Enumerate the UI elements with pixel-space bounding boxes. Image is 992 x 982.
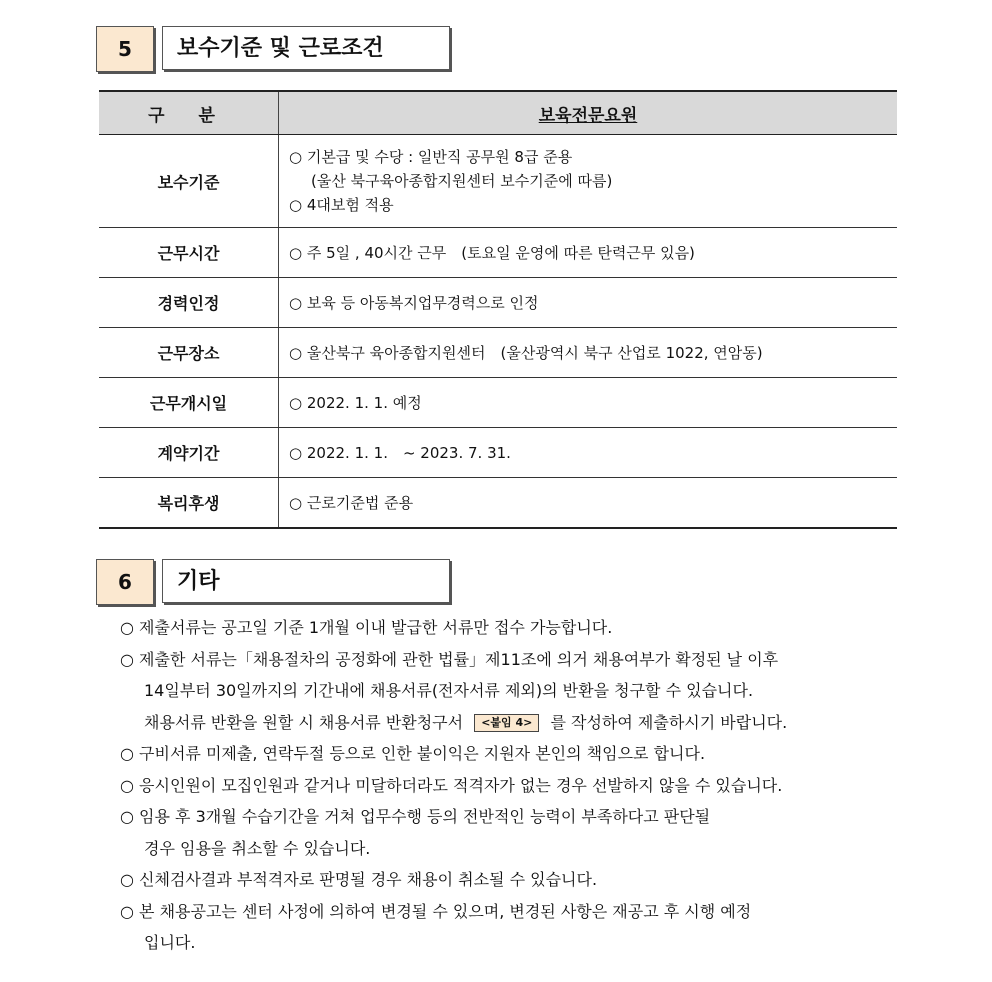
list-item (120, 644, 910, 707)
note-continuation: 14일부터 30일까지의 기간내에 채용서류(전자서류 제외)의 반환을 청구할 수 있습니다. (144, 681, 754, 700)
table-header-row (99, 91, 897, 135)
list-item (120, 801, 910, 864)
notes-list (120, 612, 910, 959)
row-value-line: (울산 북구육아종합지원센터 보수기준에 따름) (311, 172, 613, 190)
table-row (99, 228, 897, 278)
list-item (120, 707, 910, 739)
note-text: ○ 본 채용공고는 센터 사정에 의하여 변경될 수 있으며, 변경된 사항은 재공고 후 시행 예정 (120, 901, 752, 921)
section-title: 기타 (162, 559, 450, 603)
row-label: 경력인정 (99, 278, 279, 328)
row-value: ○ 2022. 1. 1. ~ 2023. 7. 31. (279, 428, 898, 478)
table-row (99, 278, 897, 328)
row-label: 근무장소 (99, 328, 279, 378)
row-value-line: ○ 기본급 및 수당 : 일반직 공무원 8급 준용 (289, 148, 573, 166)
row-label: 복리후생 (99, 478, 279, 529)
attachment-badge: <붙임 4> (474, 714, 539, 732)
row-value: ○ 근로기준법 준용 (279, 478, 898, 529)
note-text: 를 작성하여 제출하시기 바랍니다. (550, 712, 788, 732)
table-row (99, 378, 897, 428)
header-position-label: 보육전문요원 (538, 105, 638, 126)
note-continuation: 경우 임용을 취소할 수 있습니다. (144, 838, 371, 858)
row-value: ○ 보육 등 아동복지업무경력으로 인정 (279, 278, 898, 328)
section-title: 보수기준 및 근로조건 (162, 26, 450, 70)
section-6-header (96, 559, 452, 605)
header-category: 구 분 (99, 91, 279, 135)
row-label: 보수기준 (99, 135, 279, 228)
section-5-header (96, 26, 452, 72)
note-text: 채용서류 반환을 원할 시 채용서류 반환청구서 (144, 712, 464, 732)
table-row (99, 135, 897, 228)
row-value: ○ 2022. 1. 1. 예정 (279, 378, 898, 428)
list-item: ○ 제출서류는 공고일 기준 1개월 이내 발급한 서류만 접수 가능합니다. (120, 618, 613, 637)
note-continuation: 입니다. (144, 933, 196, 952)
row-value: ○ 주 5일 , 40시간 근무 (토요일 운영에 따른 탄력근무 있음) (279, 228, 898, 278)
row-value-line: ○ 4대보험 적용 (289, 196, 394, 214)
note-text: ○ 제출한 서류는「채용절차의 공정화에 관한 법률」제11조에 의거 채용여부가 확정된 날 이후 (120, 649, 779, 669)
table-row (99, 328, 897, 378)
note-text: ○ 임용 후 3개월 수습기간을 거쳐 업무수행 등의 전반적인 능력이 부족하다고 판단될 (120, 807, 711, 826)
section-number: 6 (96, 559, 154, 605)
row-value: ○ 울산북구 육아종합지원센터 (울산광역시 북구 산업로 1022, 연암동) (279, 328, 898, 378)
list-item: ○ 구비서류 미제출, 연락두절 등으로 인한 불이익은 지원자 본인의 책임으로 합니다. (120, 744, 706, 763)
table-row (99, 428, 897, 478)
row-label: 근무개시일 (99, 378, 279, 428)
list-item (120, 896, 910, 959)
list-item: ○ 신체검사결과 부적격자로 판명될 경우 채용이 취소될 수 있습니다. (120, 870, 598, 889)
row-label: 계약기간 (99, 428, 279, 478)
conditions-table (99, 90, 897, 529)
header-position (279, 91, 898, 135)
table-row (99, 478, 897, 529)
section-number: 5 (96, 26, 154, 72)
row-value (279, 135, 898, 228)
row-label: 근무시간 (99, 228, 279, 278)
list-item: ○ 응시인원이 모집인원과 같거나 미달하더라도 적격자가 없는 경우 선발하지 않을 수 있습니다. (120, 775, 783, 795)
